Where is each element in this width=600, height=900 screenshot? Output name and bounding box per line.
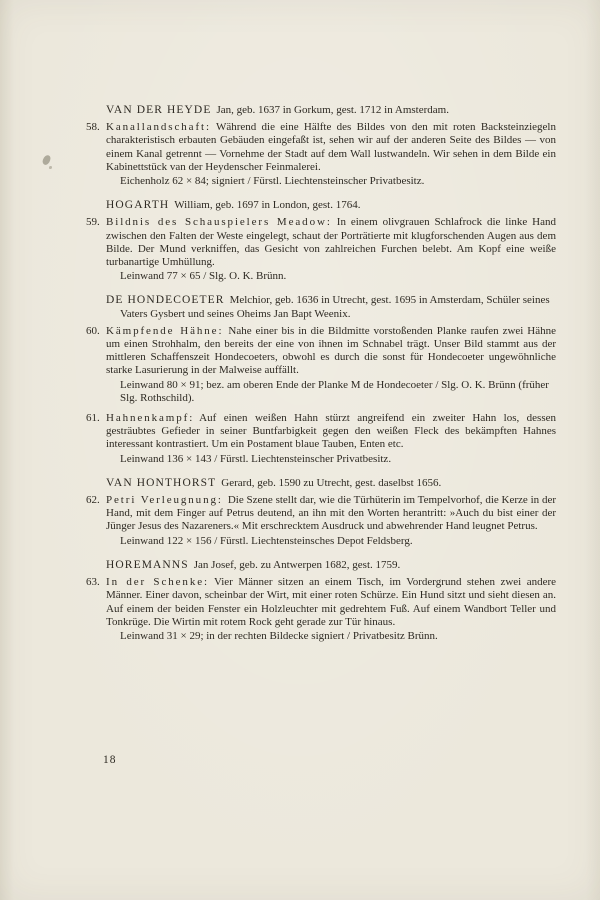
entry-provenance: Leinwand 136 × 143 / Fürstl. Liechtensteinscher Privatbesitz.	[120, 452, 392, 465]
artist-heading	[86, 294, 556, 320]
artist-details: Gerard, geb. 1590 zu Utrecht, gest. daselbst 1656.	[221, 476, 442, 489]
entry-title: Hahnenkampf:	[106, 412, 195, 425]
ink-speck	[42, 154, 52, 166]
artist-name: DE HONDECOETER	[106, 294, 225, 307]
artist-details: Jan, geb. 1637 in Gorkum, gest. 1712 in Amsterdam.	[216, 104, 449, 116]
entry-description	[106, 494, 556, 534]
entry-text: In einem olivgrauen Schlafrock die linke Hand zwischen den Falten der Weste eingelegt, schaut der Porträtierte mit klugforschenden Augen aus dem Bilde. Der Mund verkniffen, das Gesicht von zahlreichen Furchen belebt. Am Kopf eine weiße turbanartige Umhüllung.	[106, 216, 556, 269]
catalog-entry	[86, 121, 556, 188]
artist-name: VAN DER HEYDE	[106, 104, 212, 116]
entry-text: Nahe einer bis in die Bildmitte vorstoßenden Planke raufen zwei Hähne um einen Strohhalm, den bereits der eine von ihnen im Schnabel trägt. Unser Bild stammt aus der mittleren Schaffenszeit Hondecoeters, obwohl es durch die sonst für Hondecoeter ungewöhnliche starke Lasurierung in der Malweise auffällt.	[106, 324, 556, 377]
entry-number: 59.	[86, 216, 100, 229]
artist-details: Melchior, geb. 1636 in Utrecht, gest. 1695 in Amsterdam, Schüler seines Vaters Gysbert und seines Oheims Jan Bapt Weenix.	[120, 294, 550, 320]
entry-title: In der Schenke:	[106, 576, 209, 589]
entry-description	[106, 412, 556, 452]
catalog-entry	[86, 494, 556, 548]
artist-name: HOGARTH	[106, 199, 170, 212]
entry-text: Die Szene stellt dar, wie die Türhüterin im Tempelvorhof, die Kerze in der Hand, mit dem Finger auf Petrus deutend, an ihn mit den Worten herantritt: »Auch du bist einer der Jünger Jesus des Nazareners.« Mit erschrecktem Ausdruck und abwehrender Hand leugnet Petrus.	[106, 494, 556, 533]
catalog-entry	[86, 576, 556, 643]
entry-provenance: Leinwand 31 × 29; in der rechten Bildecke signiert / Privatbesitz Brünn.	[120, 629, 438, 642]
entry-provenance: Leinwand 80 × 91; bez. am oberen Ende der Planke M de Hondecoeter / Slg. O. K. Brünn (früher Slg. Rothschild).	[120, 378, 549, 404]
entry-provenance: Leinwand 122 × 156 / Fürstl. Liechtensteinsches Depot Feldsberg.	[120, 534, 413, 547]
entry-title: Bildnis des Schauspielers Meadow:	[106, 216, 332, 229]
ink-speck	[49, 166, 52, 169]
catalog-entry	[86, 216, 556, 283]
entry-description	[106, 121, 556, 174]
page-number: 18	[103, 754, 117, 766]
entry-description	[106, 325, 556, 378]
catalog-text-block	[86, 104, 556, 650]
artist-name: VAN HONTHORST	[106, 476, 217, 489]
artist-heading	[86, 559, 556, 572]
catalog-entry	[86, 412, 556, 466]
entry-number: 63.	[86, 576, 100, 589]
artist-details: Jan Josef, geb. zu Antwerpen 1682, gest. 1759.	[193, 558, 401, 571]
entry-provenance: Eichenholz 62 × 84; signiert / Fürstl. Liechtensteinscher Privatbesitz.	[120, 175, 425, 188]
entry-provenance: Leinwand 77 × 65 / Slg. O. K. Brünn.	[120, 270, 287, 283]
artist-heading	[86, 477, 556, 490]
entry-title: Kanallandschaft:	[106, 121, 211, 134]
entry-text: Auf einen weißen Hahn stürzt angreifend ein zweiter Hahn los, dessen gesträubtes Gefieder in seiner Buntfarbigkeit gegen den weißen Fleck des bekämpften Hahnes interessant kontrastiert. Um ein Postament blaue Tauben, Enten etc.	[106, 412, 556, 451]
artist-details: William, geb. 1697 in London, gest. 1764.	[174, 199, 361, 212]
entry-number: 61.	[86, 412, 100, 425]
catalog-entry	[86, 325, 556, 405]
artist-heading	[86, 199, 556, 212]
artist-heading	[86, 104, 556, 117]
artist-name: HOREMANNS	[106, 558, 189, 571]
entry-text: Während die eine Hälfte des Bildes von den mit roten Backsteinziegeln charakteristisch erbauten Gebäuden eingefaßt ist, sehen wir auf der anderen Seite des Bildes — von einem Kanal getrennt — Vornehme der Stadt auf dem Wall lustwandeln. Wir sehen in dem Bilde ein Kabinettstück van der Heydenscher Feinmalerei.	[106, 121, 556, 173]
entry-number: 62.	[86, 494, 100, 507]
entry-title: Kämpfende Hähne:	[106, 324, 224, 337]
entry-title: Petri Verleugnung:	[106, 494, 223, 507]
entry-description	[106, 576, 556, 629]
entry-description	[106, 216, 556, 269]
entry-number: 58.	[86, 121, 100, 134]
entry-text: Vier Männer sitzen an einem Tisch, im Vordergrund stehen zwei andere Männer. Einer davon, scheinbar der Wirt, mit einer roten Schürze. Ein Hund sitzt und sieht diesen an. Auf einem der beiden Fenster ein Holzleuchter mit gedrehtem Fuß. Auf einem Wandbort Teller und Tonkrüge. Die Wirtin mit rotem Rock geht gerade zur Tür hinaus.	[106, 576, 557, 628]
entry-number: 60.	[86, 324, 100, 337]
